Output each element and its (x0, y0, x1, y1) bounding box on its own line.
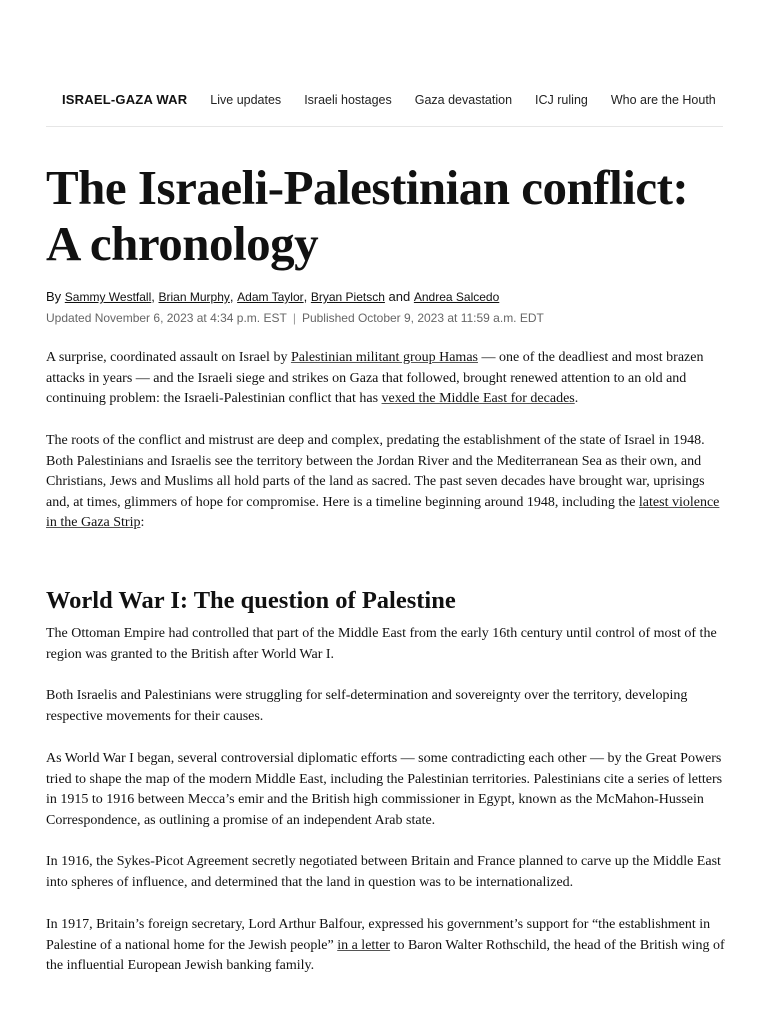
updated-timestamp: Updated November 6, 2023 at 4:34 p.m. EST (46, 311, 287, 325)
topic-brand-link[interactable]: ISRAEL-GAZA WAR (62, 92, 188, 107)
timestamps (46, 311, 726, 325)
nav-link-live-updates[interactable]: Live updates (210, 93, 282, 107)
author-link[interactable]: Sammy Westfall (64, 290, 152, 304)
section-paragraph: In 1916, the Sykes-Picot Agreement secretly negotiated between Britain and France planned to carve up the Middle East into spheres of influence, and determined that the land in question was to be internationalized. (46, 854, 721, 890)
intro-paragraph-1: A surprise, coordinated assault on Israel by Palestinian militant group Hamas — one of the deadliest and most brazen attacks in years — and the Israeli siege and strikes on Gaza that followed, brought renewed attention to an old and continuing problem: the Israeli-Palestinian conflict that has vexed the Middle East for decades. (46, 350, 704, 406)
author-link[interactable]: Bryan Pietsch (310, 290, 385, 304)
gaza-violence-link[interactable]: latest violence in the Gaza Strip (46, 494, 720, 530)
section-heading: World War I: The question of Palestine (46, 587, 456, 614)
published-timestamp: Published October 9, 2023 at 11:59 a.m. EDT (301, 311, 544, 325)
author-link[interactable]: Andrea Salcedo (413, 290, 500, 304)
nav-link-gaza-devastation[interactable]: Gaza devastation (414, 93, 513, 107)
section-paragraph: As World War I began, several controversial diplomatic efforts — some contradicting each other — by the Great Powers tried to shape the map of the modern Middle East, including the Palestinian territories. Palestinians cite a series of letters in 1915 to 1916 between Mecca’s emir and the British high commissioner in Egypt, known as the McMahon-Hussein Correspondence, as outlining a promise of an independent Arab state. (46, 751, 723, 828)
nav-link-israeli-hostages[interactable]: Israeli hostages (304, 93, 392, 107)
byline: By Sammy Westfall, Brian Murphy, Adam Taylor, Bryan Pietsch and Andrea Salcedo (46, 289, 500, 304)
section-paragraph: The Ottoman Empire had controlled that part of the Middle East from the early 16th century until control of most of the region was granted to the British after World War I. (46, 626, 717, 662)
author-link[interactable]: Adam Taylor (237, 290, 304, 304)
nav-link-houthis[interactable]: Who are the Houth (610, 93, 716, 107)
byline-prefix: By (46, 289, 62, 304)
intro-paragraph-2: The roots of the conflict and mistrust are deep and complex, predating the establishment of the state of Israel in 1948. Both Palestinians and Israelis see the territory between the Jordan River and the Mediterranean Sea as their own, and Christians, Jews and Muslims all hold parts of the land as sacred. The past seven decades have brought war, uprisings and, at times, glimmers of hope for compromise. Here is a timeline beginning around 1948, including the latest violence in the Gaza Strip: (46, 433, 720, 530)
hamas-link[interactable]: Palestinian militant group Hamas (290, 350, 478, 365)
vexed-middle-east-link[interactable]: vexed the Middle East for decades (381, 391, 575, 406)
section-paragraph: In 1917, Britain’s foreign secretary, Lord Arthur Balfour, expressed his government’s support for “the establishment in Palestine of a national home for the Jewish people” in a letter to Baron Walter Rothschild, the head of the British wing of the influential European Jewish banking family. (46, 917, 725, 973)
author-link[interactable]: Brian Murphy (158, 290, 230, 304)
page-title: The Israeli-Palestinian conflict: A chronology (46, 160, 689, 271)
timestamp-separator: | (292, 311, 296, 325)
nav-link-icj-ruling[interactable]: ICJ ruling (535, 93, 588, 107)
byline-conjunction: and (388, 289, 411, 304)
letter-link[interactable]: in a letter (337, 937, 391, 953)
section-paragraph: Both Israelis and Palestinians were struggling for self-determination and sovereignty over the territory, developing respective movements for their causes. (46, 688, 688, 724)
topic-nav (46, 88, 723, 127)
